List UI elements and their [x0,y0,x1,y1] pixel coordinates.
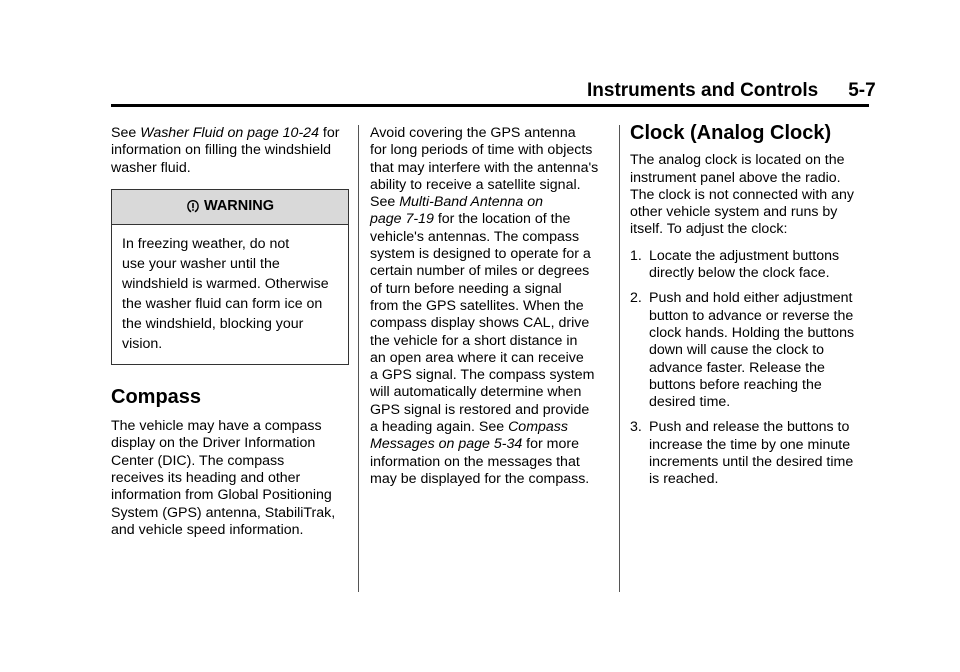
text-line: may be displayed for the compass. [370,470,590,487]
section-title: Instruments and Controls [587,80,819,101]
text-line: clock hands. Holding the buttons [649,324,855,341]
column-left [111,125,351,548]
clock-heading: Clock (Analog Clock) [630,122,832,144]
text-line: button to advance or reverse the [649,307,854,324]
cross-reference-link[interactable]: page 7-19 [370,211,434,228]
text-line: the washer fluid can form ice on [122,295,323,312]
text-line: is reached. [649,471,719,488]
cross-reference-link[interactable]: Compass [508,419,568,436]
list-item [630,248,870,283]
step-number: 3. [630,419,642,436]
text-line: down will cause the clock to [649,342,825,359]
text-line: Push and release the buttons to [649,419,850,436]
text-line: Push and hold either adjustment [649,290,853,307]
text-line: See Washer Fluid on page 10-24 for [111,125,340,141]
page-number: 5-7 [848,80,876,101]
list-item [630,419,870,488]
step-number: 2. [630,290,642,307]
text-line: GPS signal is restored and provide [370,401,590,418]
text-line: the vehicle for a short distance in [370,332,578,349]
text-line: receives its heading and other [111,470,301,487]
clock-steps [630,248,870,489]
intro-paragraph [111,125,351,177]
text-line: from the GPS satellites. When the [370,297,584,314]
text-line: a heading again. See Compass [370,419,568,436]
gps-paragraph [370,125,610,488]
cross-reference-link[interactable]: Washer Fluid on page 10-24 [140,125,319,141]
text-line: and vehicle speed information. [111,521,304,538]
clock-intro [630,152,870,238]
list-item [630,290,870,411]
text-line: desired time. [649,394,731,411]
text-line: increase the time by one minute [649,436,851,453]
text-line: ability to receive a satellite signal. [370,176,581,193]
text-line: system is designed to operate for a [370,246,591,263]
column-divider [619,125,620,592]
text-line: The vehicle may have a compass [111,418,322,435]
cross-reference-link[interactable]: Multi-Band Antenna on [399,194,543,211]
column-divider [358,125,359,592]
text-line: In freezing weather, do not [122,235,290,252]
text-line: a GPS signal. The compass system [370,367,595,384]
text-line: Avoid covering the GPS antenna [370,125,576,141]
text-line: directly below the clock face. [649,265,830,282]
text-line: itself. To adjust the clock: [630,221,788,238]
step-text [649,419,853,488]
text-line: compass display shows CAL, drive [370,315,590,332]
step-number: 1. [630,247,642,264]
column-middle [370,125,610,497]
step-text [649,248,839,283]
text-line: See Multi-Band Antenna on [370,194,543,211]
text-line: windshield is warmed. Otherwise [122,275,329,292]
cross-reference-link[interactable]: Messages on page 5-34 [370,436,523,453]
text-line: information from Global Positioning [111,487,332,504]
warning-icon [186,199,200,214]
text-line: display on the Driver Information [111,435,316,452]
warning-body [112,225,348,364]
warning-title: WARNING [203,198,275,215]
compass-heading: Compass [111,385,202,408]
text-line: Center (DIC). The compass [111,452,285,469]
text-line: information on filling the windshield [111,142,332,159]
text-line: other vehicle system and runs by [630,204,838,221]
text-line: vehicle's antennas. The compass [370,228,580,245]
text-line: that may interfere with the antenna's [370,159,599,176]
warning-box [111,189,349,365]
text-line: advance faster. Release the [649,359,825,376]
text-line: System (GPS) antenna, StabiliTrak, [111,504,336,521]
text-line: washer fluid. [111,159,191,176]
text-line: information on the messages that [370,453,580,470]
text-line: page 7-19 for the location of the [370,211,571,228]
text-line: use your washer until the [122,255,280,272]
text-line: certain number of miles or degrees [370,263,590,280]
text-line: The clock is not connected with any [630,186,854,203]
page-header [587,80,876,102]
step-text [649,290,854,411]
text-line: of turn before needing a signal [370,280,562,297]
text-line: buttons before reaching the [649,376,822,393]
text-line: increments until the desired time [649,454,854,471]
header-rule [111,104,869,107]
text-line: vision. [122,335,163,352]
compass-paragraph [111,418,351,539]
text-line: for long periods of time with objects [370,142,593,159]
column-right [630,122,870,497]
warning-header [112,190,348,225]
text-line: instrument panel above the radio. [630,169,841,186]
text-line: The analog clock is located on the [630,152,845,169]
text-line: Messages on page 5-34 for more [370,436,579,453]
text-line: Locate the adjustment buttons [649,247,840,264]
text-line: the windshield, blocking your [122,315,304,332]
text-line: an open area where it can receive [370,349,584,366]
text-line: will automatically determine when [370,384,582,401]
